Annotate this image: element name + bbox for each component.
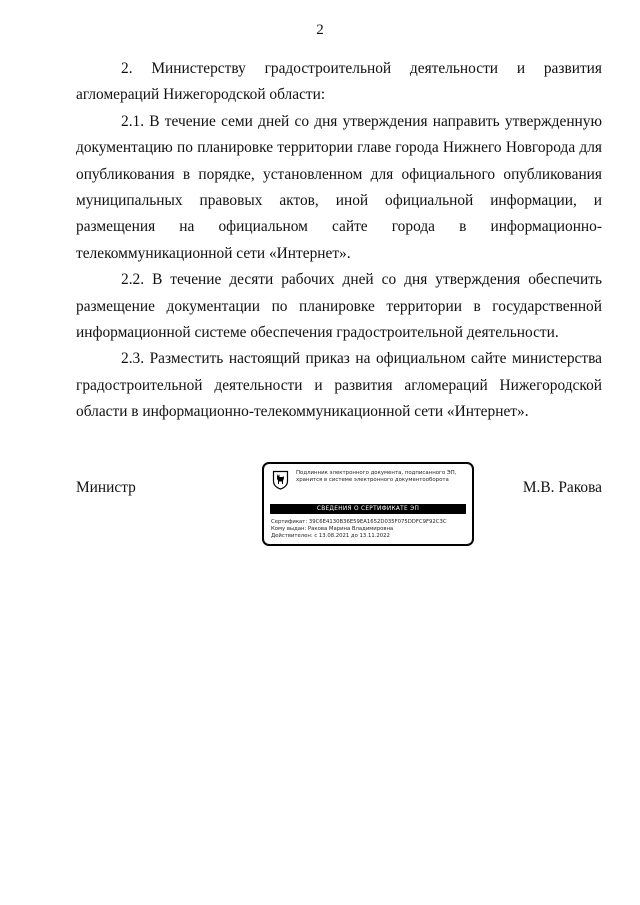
valid-row	[271, 533, 469, 540]
signature-block	[76, 462, 602, 552]
certificate-label: Сертификат:	[271, 519, 308, 525]
issued-to-value: Ракова Марина Владимировна	[307, 526, 394, 533]
coat-of-arms-icon	[272, 470, 289, 490]
certificate-details	[271, 519, 469, 541]
certificate-header: СВЕДЕНИЯ О СЕРТИФИКАТЕ ЭП	[270, 504, 466, 514]
certificate-row	[271, 519, 469, 526]
paragraph-2-3: 2.3. Разместить настоящий приказ на официальном сайте министерства градостроительной деятельности и развития агломераций Нижегородской области в информационно-телекоммуникационной сети «Интернет».	[76, 350, 602, 421]
valid-value: с 13.08.2021 до 13.11.2022	[314, 533, 390, 540]
paragraph-2-1: 2.1. В течение семи дней со дня утверждения направить утвержденную документацию по планировке территории главе города Нижнего Новгорода для опубликования в порядке, установленном для официального опубликования муниципальных правовых актов, иной официальной информации, и размещения на официальном сайте города в информационно-телекоммуникационной сети «Интернет».	[76, 112, 602, 262]
page-number: 2	[316, 22, 324, 38]
paragraph-2: 2. Министерству градостроительной деятельности и развития агломераций Нижегородской области:	[76, 60, 602, 104]
issued-to-label: Кому выдан:	[271, 526, 307, 533]
paragraph-2-2: 2.2. В течение десяти рабочих дней со дня утверждения обеспечить размещение документации по планировке территории в государственной информационной системе обеспечения градостроительной деятельности.	[76, 271, 602, 342]
signer-name: М.В. Ракова	[522, 479, 602, 496]
signer-title: Министр	[76, 479, 136, 496]
stamp-notice: Подлинник электронного документа, подписанного ЭП, хранится в системе электронного документооборота	[296, 470, 457, 483]
valid-label: Действителен:	[271, 533, 313, 540]
document-body	[76, 56, 602, 426]
electronic-signature-stamp	[262, 462, 474, 546]
certificate-value: 39C6E4130B36E59EA1652D035F075DDFC9F92C3C	[308, 519, 447, 525]
